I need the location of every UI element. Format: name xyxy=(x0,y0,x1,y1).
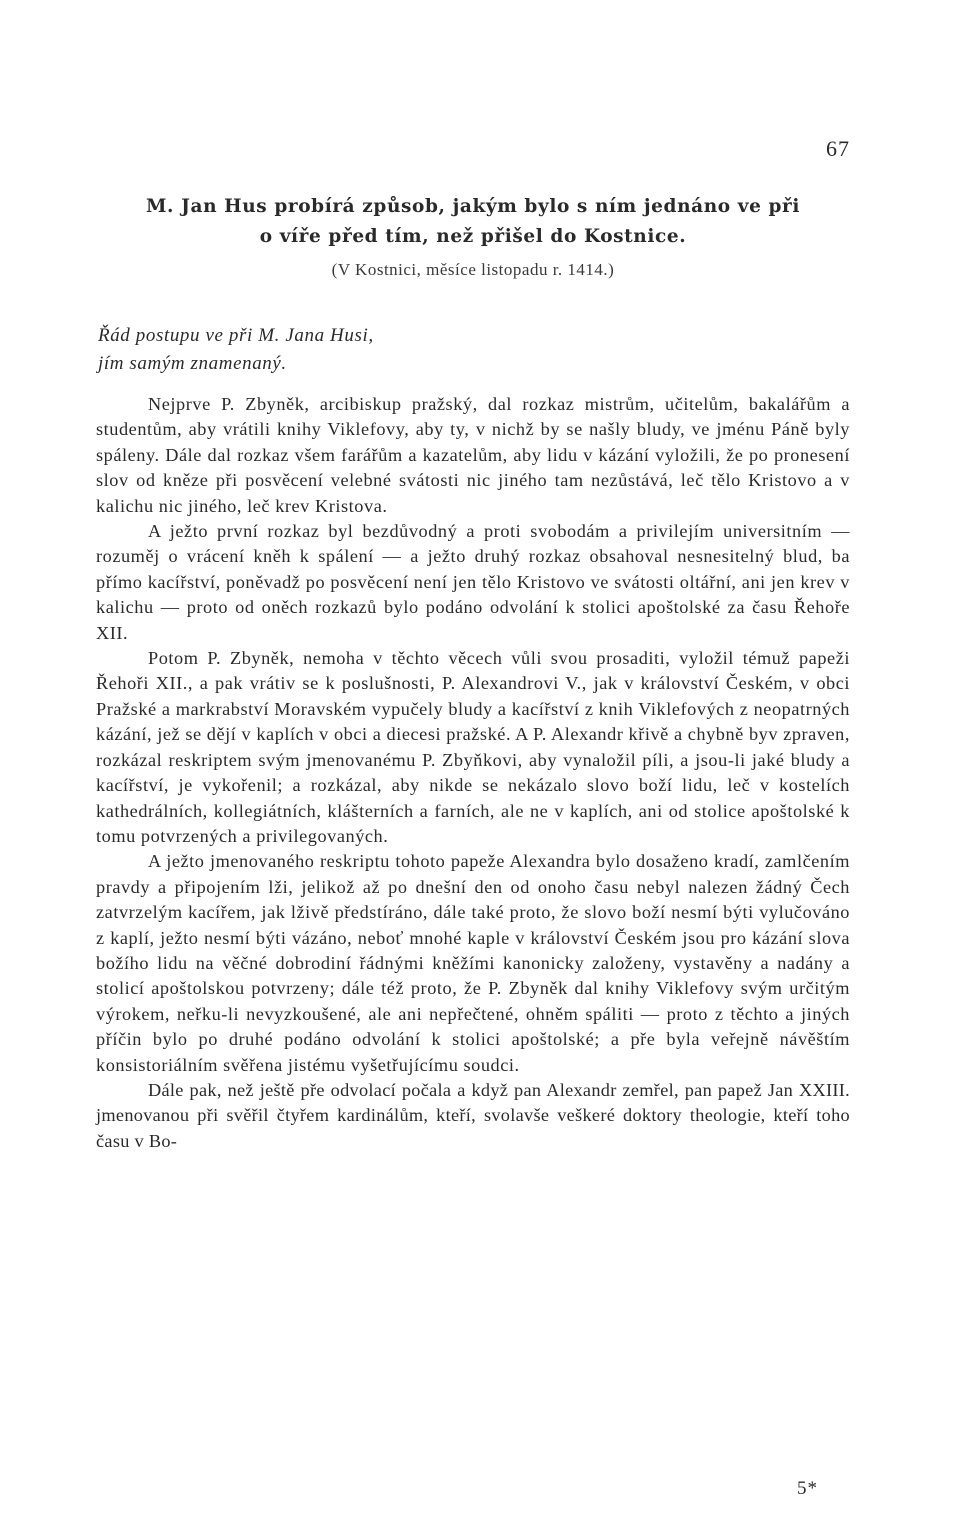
section-label-line-1: Řád postupu ve při M. Jana Husi, xyxy=(98,325,374,346)
section-label-line-2: jím samým znamenaný. xyxy=(98,353,287,374)
paragraph-4: A ježto jmenovaného reskriptu tohoto papeže Alexandra bylo dosaženo kradí, zamlčením pravdy a připojením lži, jelikož až po dnešní den od onoho času nebyl nalezen žádný Čech zatvrzelým kacířem, jak lživě předstíráno, dále také proto, že slovo boží nesmí býti vylučováno z kaplí, ježto nesmí býti vázáno, neboť mnohé kaple v království Českém jsou pro kázání slova božího lidu na věčné dobrodiní řádnými kněžími kanonicky založeny, vystavěny a nadány a stolicí apoštolskou potvrzeny; dále též proto, že P. Zbyněk dal knihy Viklefovy svým určitým výrokem, neřku-li nevyzkoušené, ale ani nepřečtené, ohněm spáliti — proto z těchto a jiných příčin bylo po druhé podáno odvolání k stolici apoštolské; a pře byla veřejně návěštím konsistoriálním svěřena jistému vyšetřujícímu soudci. xyxy=(96,851,850,1075)
paragraph-1: Nejprve P. Zbyněk, arcibiskup pražský, dal rozkaz mistrům, učitelům, bakalářům a studentům, aby vrátili knihy Viklefovy, aby ty, v nichž by se našly bludy, ve jménu Páně byly spáleny. Dále dal rozkaz všem farářům a kazatelům, aby lidu v kázání vyložili, že po pronesení slov od kněze při posvěcení velebné svátosti nic jiného tam nezůstává, leč tělo Kristovo a v kalichu nic jiného, leč krev Kristova. xyxy=(96,394,850,516)
heading-line-1: M. Jan Hus probírá způsob, jakým bylo s ním jednáno ve při xyxy=(145,196,801,217)
signature-mark: 5* xyxy=(797,1478,818,1499)
chapter-heading xyxy=(96,192,850,252)
heading-line-2: o víře před tím, než přišel do Kostnice. xyxy=(259,226,687,247)
paragraph-5: Dále pak, než ještě pře odvolací počala a když pan Alexandr zemřel, pan papež Jan XXIII. jmenovanou při svěřil čtyřem kardinálům, kteří, svolavše veškeré doktory theologie, kteří toho času v Bo- xyxy=(96,1079,850,1151)
paragraph-3: Potom P. Zbyněk, nemoha v těchto věcech vůli svou prosaditi, vyložil témuž papeži Řehoři XII., a pak vrátiv se k poslušnosti, P. Alexandrovi V., jak v království Českém, v obci Pražské a markrabství Moravském vypučely bludy a kacířství z knih Viklefových z neopatrných kázání, jež se dějí v kaplích v obci a diecesi pražské. A P. Alexandr křivě a chybně byv zpraven, rozkázal reskriptem svým jmenovanému P. Zbyňkovi, aby vynaložil píli, a jsou-li jaké bludy a kacířství, je vykořenil; a rozkázal, aby nikde se nekázalo slovo boží lidu, leč v kostelích kathedrálních, kollegiátních, klášterních a farních, ale ne v kaplích, ani od stolice apoštolské k tomu potvrzených a privilegovaných. xyxy=(96,648,850,846)
section-label xyxy=(98,322,374,378)
chapter-subheading: (V Kostnici, měsíce listopadu r. 1414.) xyxy=(331,260,615,279)
book-page xyxy=(96,0,850,1516)
paragraph-2: A ježto první rozkaz byl bezdůvodný a proti svobodám a privilejím universitním — rozuměj o vrácení kněh k spálení — a ježto druhý rozkaz obsahoval nesnesitelný blud, ba přímo kacířství, poněvadž po posvěcení není jen tělo Kristovo ve svátosti oltářní, ani jen krev v kalichu — proto od oněch rozkazů bylo podáno odvolání k stolici apoštolské za času Řehoře XII. xyxy=(96,521,850,643)
body-text xyxy=(96,392,850,1154)
page-number: 67 xyxy=(826,136,850,161)
